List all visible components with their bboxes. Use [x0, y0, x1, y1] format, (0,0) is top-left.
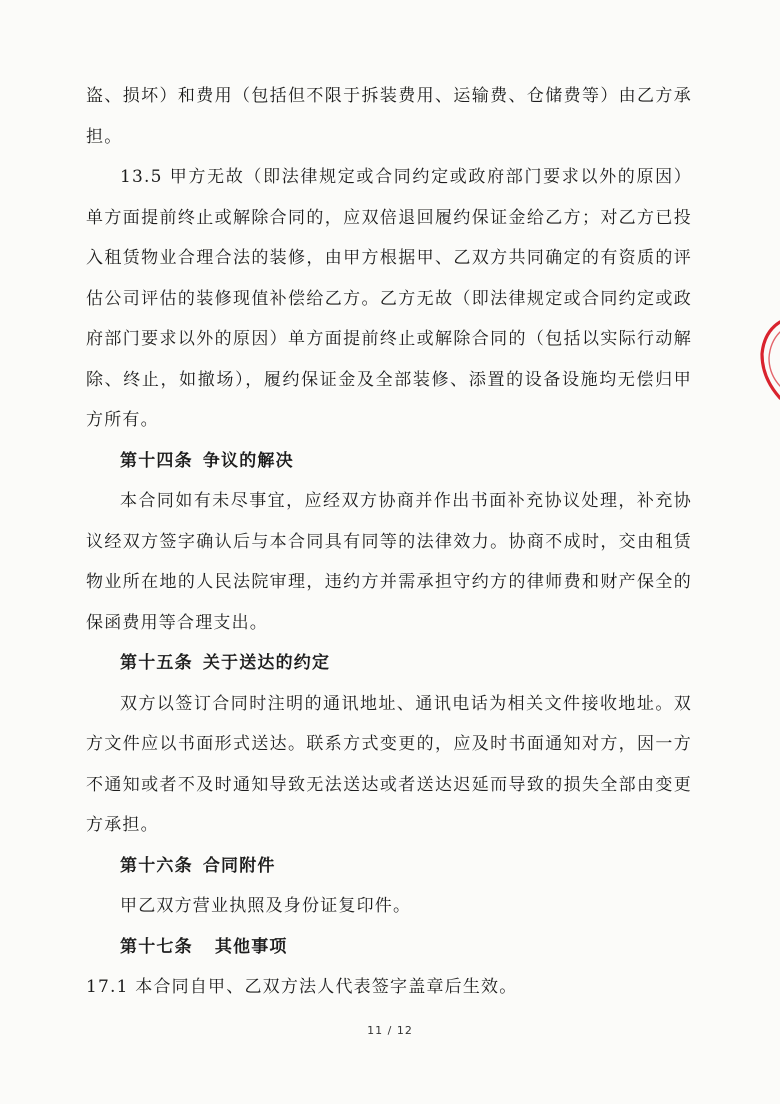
section-heading-14: [86, 441, 692, 482]
section-heading-15: [86, 643, 692, 684]
section-heading-17: [86, 927, 692, 968]
section-heading-16: [86, 846, 692, 887]
section-title: 关于送达的约定: [202, 653, 331, 673]
section-title: 合同附件: [202, 855, 276, 876]
document-body: [86, 76, 692, 1008]
paragraph-continuation: 盗、损坏）和费用（包括但不限于拆装费用、运输费、仓储费等）由乙方承担。: [86, 86, 692, 147]
paragraph-dispute: 本合同如有未尽事宜，应经双方协商并作出书面补充协议处理，补充协议经双方签字确认后与本合同具有同等的法律效力。协商不成时，交由租赁物业所在地的人民法院审理，违约方并需承担守约方的律师费和财产保全的保函费用等合理支出。: [86, 491, 692, 633]
paragraph-delivery: 双方以签订合同时注明的通讯地址、通讯电话为相关文件接收地址。双方文件应以书面形式送达。联系方式变更的，应及时书面通知对方，因一方不通知或者不及时通知导致无法送达或者送达迟延而导致的损失全部由变更方承担。: [86, 693, 692, 835]
seal-edge-icon: [750, 318, 780, 402]
section-number: 第十六条: [120, 855, 193, 876]
paragraph-17-1: 17.1 本合同自甲、乙双方法人代表签字盖章后生效。: [86, 977, 518, 997]
section-number: 第十四条: [120, 450, 193, 471]
paragraph-13-5: 13.5 甲方无故（即法律规定或合同约定或政府部门要求以外的原因）单方面提前终止或解除合同的，应双倍退回履约保证金给乙方；对乙方已投入租赁物业合理合法的装修，由甲方根据甲、乙双方共同确定的有资质的评估公司评估的装修现值补偿给乙方。乙方无故（即法律规定或合同约定或政府部门要求以外的原因）单方面提前终止或解除合同的（包括以实际行动解除、终止，如撤场），履约保证金及全部装修、添置的设备设施均无偿归甲方所有。: [86, 167, 692, 430]
paragraph-attachments: 甲乙双方营业执照及身份证复印件。: [120, 896, 412, 916]
section-title: 争议的解决: [202, 450, 294, 471]
section-number: 第十五条: [120, 653, 193, 673]
section-number: 第十七条: [120, 936, 193, 957]
section-title: 其他事项: [214, 936, 288, 957]
page-number: 11 / 12: [367, 1024, 413, 1037]
